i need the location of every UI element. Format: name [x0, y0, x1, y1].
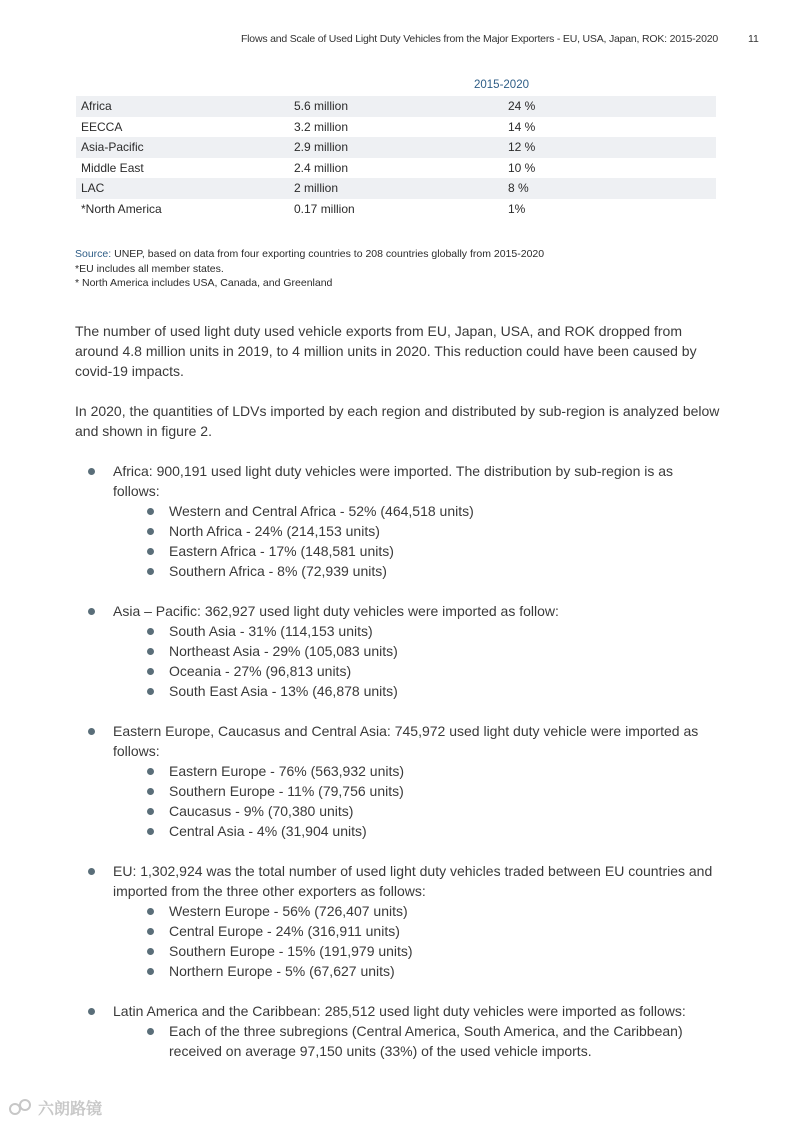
bullet-icon [147, 928, 154, 935]
list-item: Caucasus - 9% (70,380 units) [169, 801, 718, 821]
list-item: Northern Europe - 5% (67,627 units) [169, 961, 718, 981]
list-item: Western and Central Africa - 52% (464,518 units) [169, 501, 718, 521]
paragraph-export-drop: The number of used light duty used vehicle exports from EU, Japan, USA, and ROK dropped from around 4.8 million units in 2019, to 4 million units in 2020. This reduction could have been caused by covid-19 impacts. [75, 323, 697, 379]
cell-units: 2 million [294, 181, 339, 196]
section-intro: Asia – Pacific: 362,927 used light duty vehicles were imported as follow: [113, 603, 559, 619]
list-item: North Africa - 24% (214,153 units) [169, 521, 718, 541]
bullet-icon [147, 528, 154, 535]
section-eu [88, 861, 718, 981]
list-item: Northeast Asia - 29% (105,083 units) [169, 641, 718, 661]
list-item: Each of the three subregions (Central America, South America, and the Caribbean) received on average 97,150 units (33%) of the used vehicle imports. [169, 1021, 718, 1061]
cell-share: 10 % [508, 160, 536, 175]
cell-units: 5.6 million [294, 99, 349, 113]
footnote-north-america: * North America includes USA, Canada, and Greenland [75, 277, 333, 289]
bullet-icon [147, 908, 154, 915]
watermark-text: 六朗路镜 [38, 1100, 103, 1118]
bullet-icon [147, 968, 154, 975]
source-label: Source: [75, 248, 112, 260]
bullet-icon [147, 548, 154, 555]
list-item: Southern Europe - 11% (79,756 units) [169, 781, 718, 801]
page-number: 11 [748, 33, 759, 45]
list-item: Southern Europe - 15% (191,979 units) [169, 941, 718, 961]
bullet-icon [147, 768, 154, 775]
section-intro: Eastern Europe, Caucasus and Central Asia: 745,972 used light duty vehicle were imported as follows: [113, 723, 699, 759]
section-intro: Africa: 900,191 used light duty vehicles were imported. The distribution by sub-region is as follows: [113, 463, 674, 499]
list-item: Southern Africa - 8% (72,939 units) [169, 561, 718, 581]
bullet-icon [147, 568, 154, 575]
watermark [8, 1094, 102, 1120]
section-eecca [88, 721, 718, 841]
table-row [76, 117, 716, 138]
cell-region: Africa [81, 99, 112, 113]
header-title: Flows and Scale of Used Light Duty Vehicles from the Major Exporters - EU, USA, Japan, ROK: 2015-2020 [240, 33, 718, 45]
table-row [76, 158, 716, 179]
table-notes [75, 247, 544, 291]
footnote-eu: *EU includes all member states. [75, 262, 224, 275]
cell-share: 8 % [508, 181, 529, 196]
table-row [76, 178, 716, 199]
bullet-icon [147, 508, 154, 515]
list-item: South East Asia - 13% (46,878 units) [169, 681, 718, 701]
bullet-icon [147, 628, 154, 635]
cell-region: LAC [81, 181, 105, 196]
bullet-icon [147, 828, 154, 835]
section-africa [88, 461, 718, 581]
bullet-icon [147, 948, 154, 955]
bullet-icon [147, 668, 154, 675]
table-row [76, 96, 716, 117]
bullet-icon [147, 1028, 154, 1035]
table-period-label: 2015-2020 [474, 79, 529, 91]
cell-region: Asia-Pacific [81, 140, 144, 155]
bullet-icon [147, 688, 154, 695]
bullet-icon [88, 468, 95, 475]
bullet-icon [88, 1008, 95, 1015]
cell-region: Middle East [81, 160, 144, 175]
section-intro: EU: 1,302,924 was the total number of used light duty vehicles traded between EU countries and imported from the three other exporters as follows: [113, 863, 713, 899]
page-header [0, 33, 793, 49]
list-item: Central Europe - 24% (316,911 units) [169, 921, 718, 941]
cell-region: *North America [81, 201, 162, 216]
cell-share: 24 % [508, 99, 536, 113]
section-intro: Latin America and the Caribbean: 285,512 used light duty vehicles were imported as follows: [113, 1003, 686, 1019]
regional-share-table [76, 78, 716, 220]
cell-units: 2.4 million [294, 160, 349, 175]
bullet-icon [147, 788, 154, 795]
bullet-icon [147, 648, 154, 655]
watermark-logo-icon [8, 1097, 32, 1117]
section-asia-pacific [88, 601, 718, 701]
source-text: UNEP, based on data from four exporting countries to 208 countries globally from 2015-2020 [111, 248, 545, 260]
table-row [76, 199, 716, 220]
bullet-icon [88, 868, 95, 875]
cell-share: 14 % [508, 119, 536, 134]
cell-share: 12 % [508, 140, 536, 155]
section-latin-america [88, 1001, 718, 1061]
source-note [75, 247, 544, 262]
list-item: Eastern Europe - 76% (563,932 units) [169, 761, 718, 781]
cell-units: 0.17 million [294, 201, 355, 216]
table-header [76, 78, 716, 96]
cell-share: 1% [508, 201, 526, 216]
bullet-icon [147, 808, 154, 815]
cell-region: EECCA [81, 119, 123, 134]
list-item: South Asia - 31% (114,153 units) [169, 621, 718, 641]
cell-units: 3.2 million [294, 119, 349, 134]
list-item: Central Asia - 4% (31,904 units) [169, 821, 718, 841]
cell-units: 2.9 million [294, 140, 349, 155]
bullet-icon [88, 728, 95, 735]
bullet-icon [88, 608, 95, 615]
paragraph-figure-intro: In 2020, the quantities of LDVs imported by each region and distributed by sub-region is analyzed below and shown in figure 2. [75, 403, 720, 439]
list-item: Oceania - 27% (96,813 units) [169, 661, 718, 681]
list-item: Western Europe - 56% (726,407 units) [169, 901, 718, 921]
list-item: Eastern Africa - 17% (148,581 units) [169, 541, 718, 561]
table-row [76, 137, 716, 158]
